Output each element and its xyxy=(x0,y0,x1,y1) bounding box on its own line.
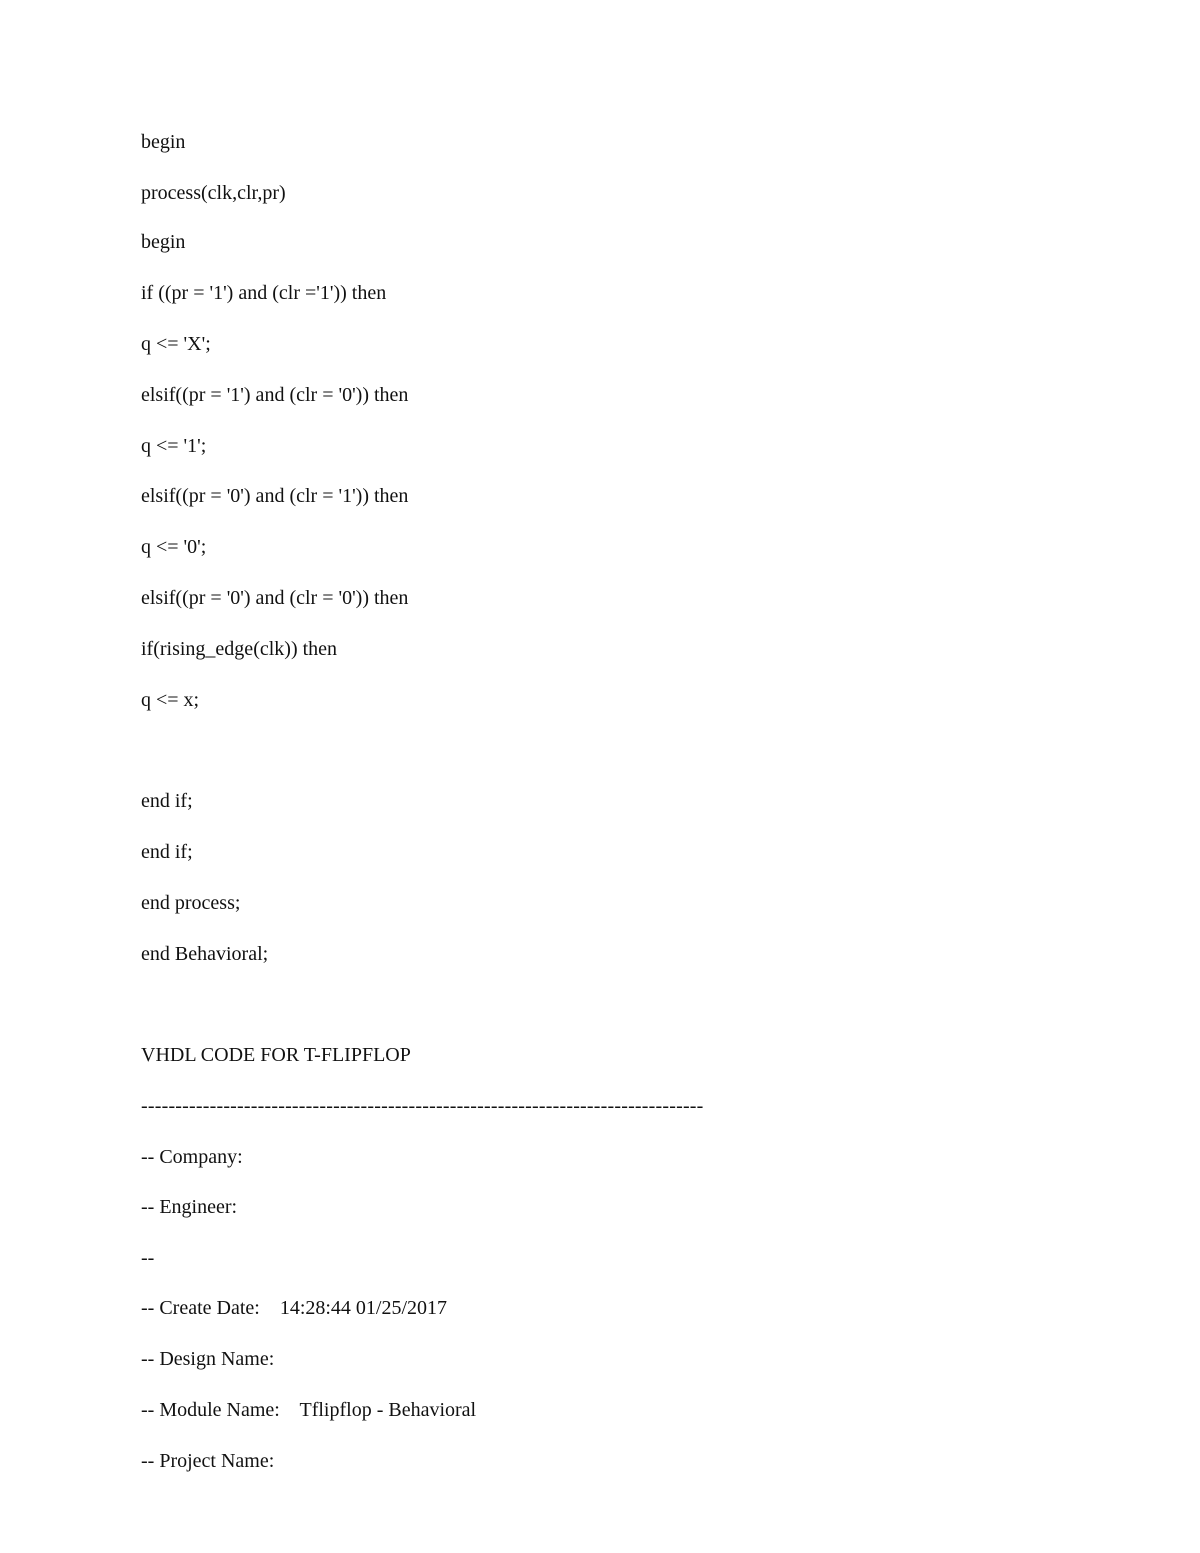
code-line: q <= '0'; xyxy=(141,536,207,558)
code-line: end if; xyxy=(141,790,193,812)
section-heading: VHDL CODE FOR T-FLIPFLOP xyxy=(141,1044,411,1066)
header-comment: -- Project Name: xyxy=(141,1450,275,1472)
code-line: process(clk,clr,pr) xyxy=(141,182,286,204)
code-line: q <= '1'; xyxy=(141,435,207,457)
header-comment: -- Create Date: 14:28:44 01/25/2017 xyxy=(141,1297,448,1319)
header-comment: -- xyxy=(141,1247,155,1269)
header-comment: -- Design Name: xyxy=(141,1348,275,1370)
code-line: if(rising_edge(clk)) then xyxy=(141,638,338,660)
code-line: elsif((pr = '0') and (clr = '1')) then xyxy=(141,485,409,507)
code-line: end Behavioral; xyxy=(141,943,269,965)
separator-line: ---------------------------------------------------------------------------------- xyxy=(141,1095,704,1117)
code-line: end process; xyxy=(141,892,241,914)
code-line: elsif((pr = '1') and (clr = '0')) then xyxy=(141,384,409,406)
code-line: end if; xyxy=(141,841,193,863)
code-line: if ((pr = '1') and (clr ='1')) then xyxy=(141,282,387,304)
header-comment: -- Engineer: xyxy=(141,1196,238,1218)
code-line: q <= x; xyxy=(141,689,200,711)
code-line: q <= 'X'; xyxy=(141,333,211,355)
header-comment: -- Company: xyxy=(141,1146,243,1168)
code-line: begin xyxy=(141,131,186,153)
header-comment: -- Module Name: Tflipflop - Behavioral xyxy=(141,1399,477,1421)
code-line: begin xyxy=(141,231,186,253)
code-line: elsif((pr = '0') and (clr = '0')) then xyxy=(141,587,409,609)
